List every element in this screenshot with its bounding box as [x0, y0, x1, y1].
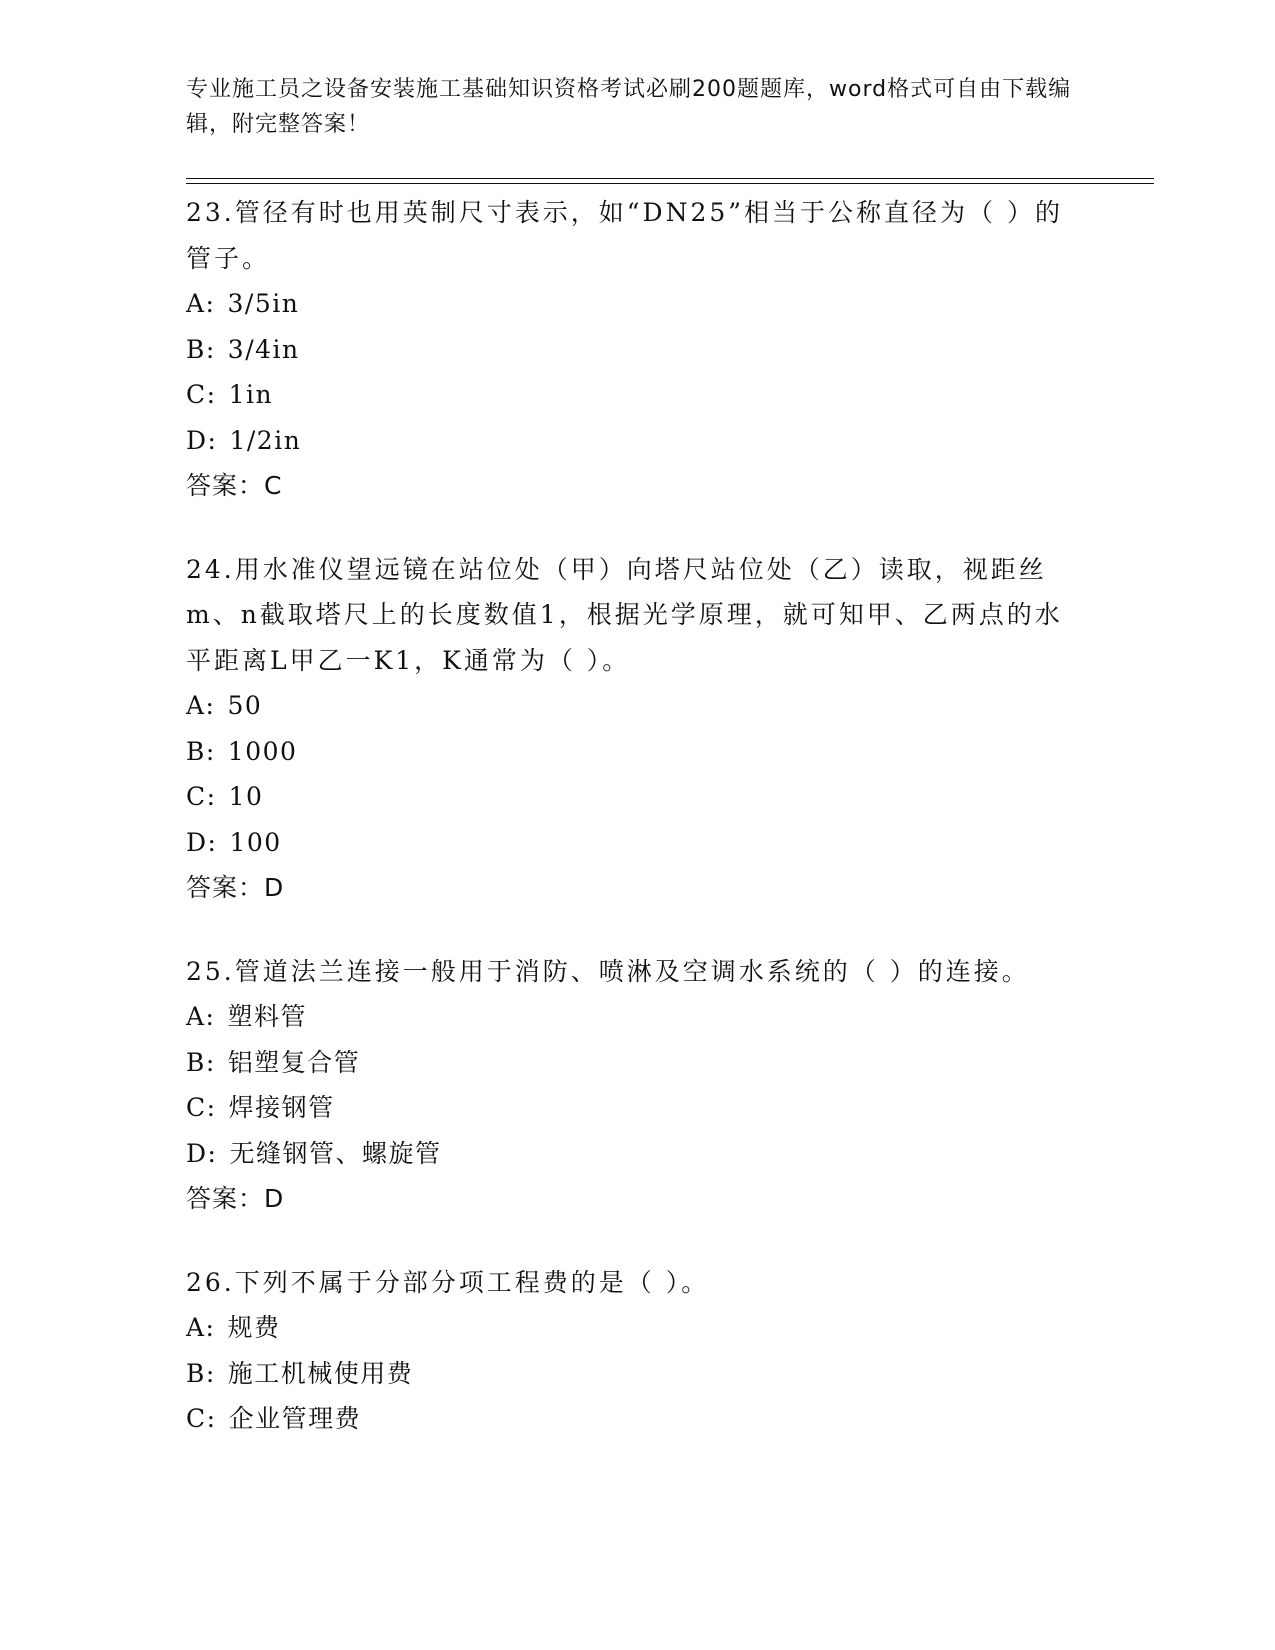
- option-text: 1/2in: [229, 425, 302, 455]
- option-b: [186, 327, 1086, 373]
- option-text: 1000: [227, 736, 298, 766]
- question-25: [186, 949, 1086, 1222]
- option-letter: B:: [186, 736, 216, 766]
- header-divider-bottom: [186, 183, 1154, 184]
- option-text: 无缝钢管、螺旋管: [229, 1138, 442, 1168]
- question-text: 25.管道法兰连接一般用于消防、喷淋及空调水系统的（ ）的连接。: [186, 956, 1030, 986]
- option-letter: B:: [186, 334, 216, 364]
- option-letter: D:: [186, 1138, 218, 1168]
- option-letter: B:: [186, 1358, 216, 1388]
- question-text: 24.用水准仪望远镜在站位处（甲）向塔尺站位处（乙）读取，视距丝m、n截取塔尺上的长度数值1，根据光学原理，就可知甲、乙两点的水平距离L甲乙一K1，K通常为（ ）。: [186, 554, 1063, 675]
- option-text: 施工机械使用费: [227, 1358, 414, 1388]
- option-text: 50: [227, 691, 263, 720]
- option-text: 10: [228, 782, 264, 811]
- option-a: [186, 683, 1086, 729]
- question-24: [186, 547, 1086, 911]
- option-d: [186, 1131, 1086, 1177]
- option-letter: B:: [186, 1047, 216, 1077]
- option-text: 塑料管: [227, 1002, 307, 1031]
- option-text: 3/4in: [227, 334, 300, 364]
- option-b: [186, 1040, 1086, 1086]
- option-letter: A:: [186, 289, 216, 318]
- option-letter: A:: [186, 1002, 216, 1031]
- option-a: [186, 281, 1086, 327]
- option-text: 100: [229, 827, 282, 857]
- option-c: [186, 1396, 1086, 1442]
- option-text: 1in: [228, 380, 274, 409]
- option-a: [186, 1305, 1086, 1351]
- option-c: [186, 372, 1086, 418]
- header-divider-top: [186, 178, 1154, 179]
- question-text: 23.管径有时也用英制尺寸表示，如“DN25”相当于公称直径为（ ）的管子。: [186, 198, 1063, 273]
- option-letter: C:: [186, 782, 217, 811]
- question-23: [186, 190, 1086, 509]
- option-letter: D:: [186, 827, 218, 857]
- option-letter: A:: [186, 1313, 216, 1342]
- option-letter: C:: [186, 1093, 217, 1122]
- option-text: 企业管理费: [228, 1404, 362, 1433]
- option-text: 3/5in: [227, 289, 300, 318]
- question-26: [186, 1260, 1086, 1442]
- document-header: 专业施工员之设备安装施工基础知识资格考试必刷200题题库，word格式可自由下载编辑，附完整答案！: [186, 77, 1072, 137]
- option-text: 铝塑复合管: [227, 1047, 361, 1077]
- answer-line: 答案：D: [186, 1184, 285, 1213]
- option-letter: A:: [186, 691, 216, 720]
- question-text: 26.下列不属于分部分项工程费的是（ ）。: [186, 1267, 710, 1297]
- option-letter: D:: [186, 425, 218, 455]
- option-d: [186, 418, 1086, 464]
- option-letter: C:: [186, 380, 217, 409]
- option-text: 焊接钢管: [228, 1093, 335, 1122]
- question-list: [186, 190, 1086, 1480]
- answer-line: 答案：C: [186, 471, 283, 500]
- option-letter: C:: [186, 1404, 217, 1433]
- option-b: [186, 1351, 1086, 1397]
- option-b: [186, 729, 1086, 775]
- answer-line: 答案：D: [186, 873, 285, 902]
- option-a: [186, 994, 1086, 1040]
- option-d: [186, 820, 1086, 866]
- option-c: [186, 1085, 1086, 1131]
- option-text: 规费: [227, 1313, 281, 1342]
- option-c: [186, 774, 1086, 820]
